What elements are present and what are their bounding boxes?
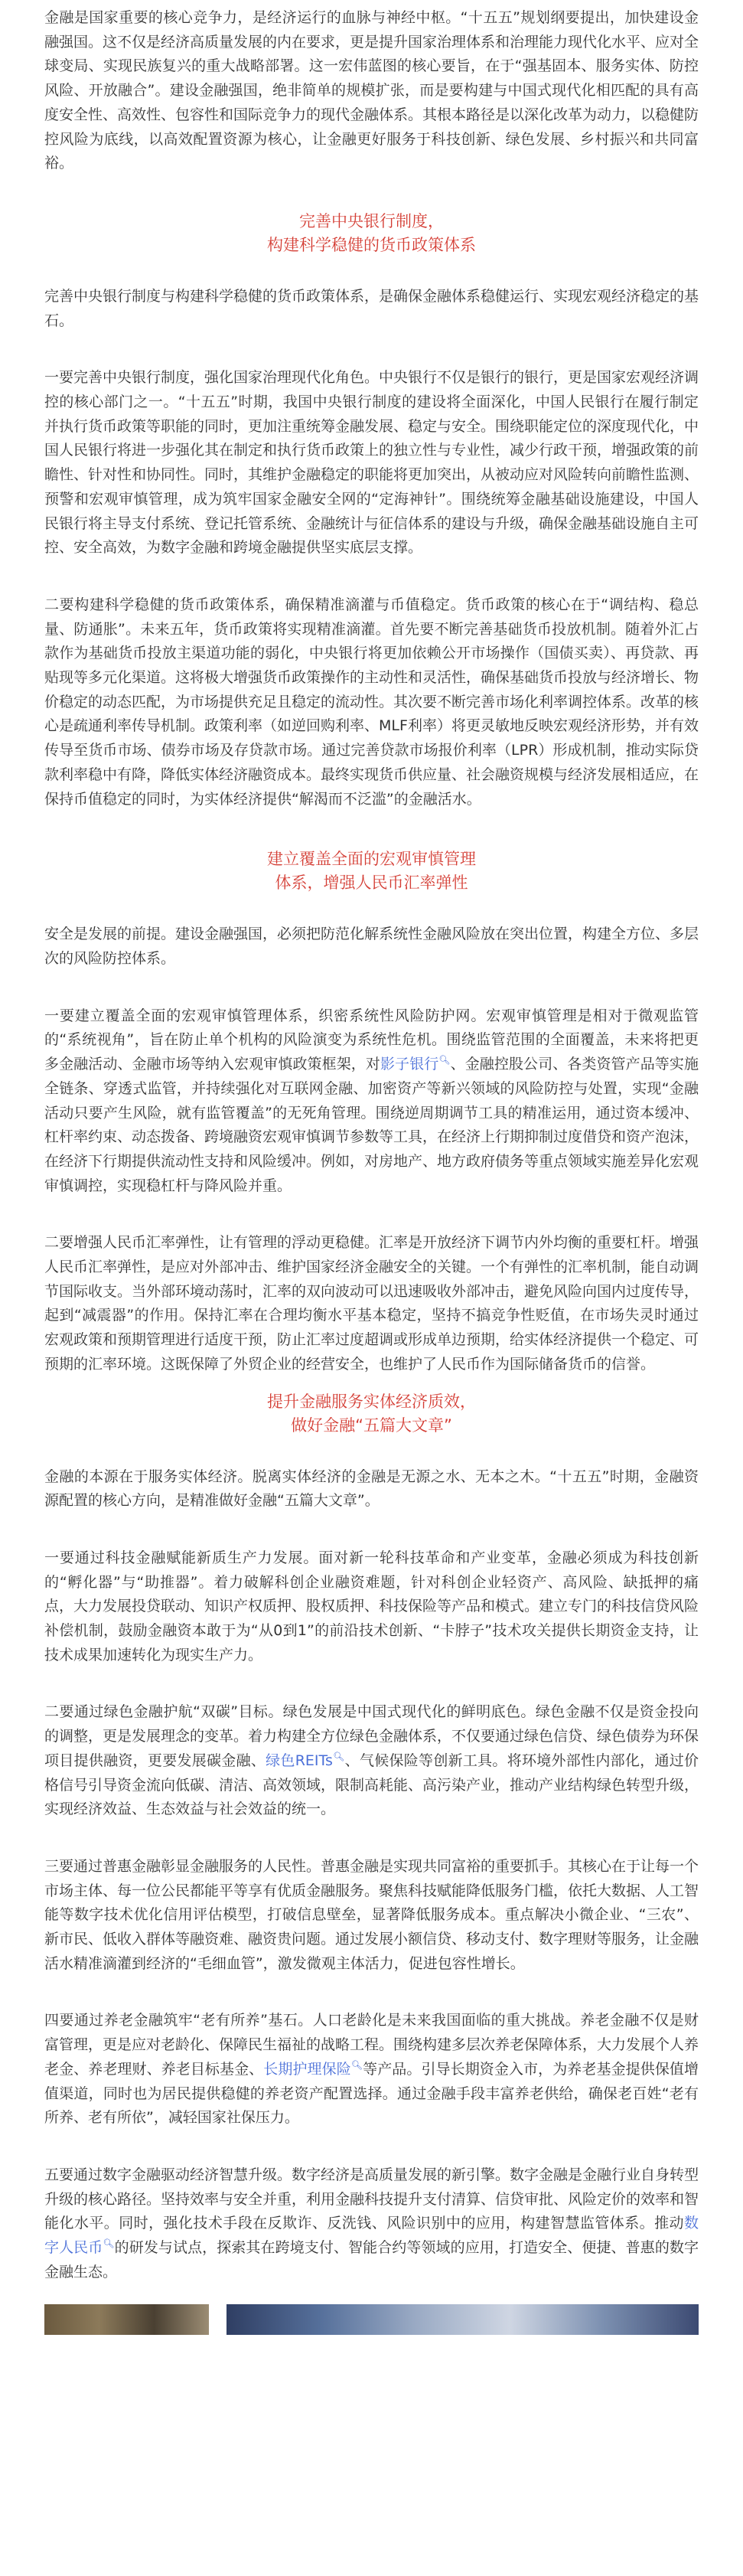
section-title-line: 做好金融“五篇大文章” xyxy=(291,1415,452,1435)
text-run: 四要通过养老金融筑牢“老有所养”基石。人口老龄化是未来我国面临的重大挑战。养老金融不仅是财富管理，更是应对老龄化、保障民生福祉的战略工程。围绕构建多层次养老保障体系，大力发展个人养老金、养老理财、养老目标基金、 xyxy=(44,2012,699,2078)
section-heading-3 xyxy=(44,1390,699,1438)
section3-point4 xyxy=(44,2009,699,2130)
text-run: 二要通过绿色金融护航“双碳”目标。绿色发展是中国式现代化的鲜明底色。绿色金融不仅是资金投向的调整，更是发展理念的变革。着力构建全方位绿色金融体系，不仅要通过绿色信贷、绿色债券为环保项目提供融资，更要发展碳金融、 xyxy=(44,1703,699,1769)
section3-point2 xyxy=(44,1700,699,1822)
section3-point3: 三要通过普惠金融彰显金融服务的人民性。普惠金融是实现共同富裕的重要抓手。其核心在于让每一个市场主体、每一位公民都能平等享有优质金融服务。聚焦科技赋能降低服务门槛，依托大数据、人工智能等数字技术优化信用评估模型，打破信息壁垒，显著降低服务成本。重点解决小微企业、“三农”、新市民、低收入群体等融资难、融资贵问题。通过发展小额信贷、移动支付、数字理财等服务，让金融活水精准滴灌到经济的“毛细血管”，激发微观主体活力，促进包容性增长。 xyxy=(44,1857,699,1972)
search-tip-icon[interactable]: 🔍︎ xyxy=(103,2238,115,2249)
section-title-line: 体系，增强人民币汇率弹性 xyxy=(275,873,468,893)
search-tip-icon[interactable]: 🔍︎ xyxy=(350,2059,363,2071)
section3-point5 xyxy=(44,2163,699,2285)
section-title-line: 提升金融服务实体经济质效， xyxy=(267,1392,476,1411)
section2-point2: 二要增强人民币汇率弹性，让有管理的浮动更稳健。汇率是开放经济下调节内外均衡的重要杠杆。增强人民币汇率弹性，是应对外部冲击、维护国家经济金融安全的关键。一个有弹性的汇率机制，能自动调节国际收支。当外部环境动荡时，汇率的双向波动可以迅速吸收外部冲击，避免风险向国内过度传导，起到“减震器”的作用。保持汇率在合理均衡水平基本稳定，坚持不搞竞争性贬值，在市场失灵时通过宏观政策和预期管理进行适度干预，防止汇率过度超调或形成单边预期，给实体经济提供一个稳定、可预期的汇率环境。这既保障了外贸企业的经营安全，也维护了人民币作为国际储备货币的信誉。 xyxy=(44,1234,699,1373)
section1-point1: 一要完善中央银行制度，强化国家治理现代化角色。中央银行不仅是银行的银行，更是国家宏观经济调控的核心部门之一。“十五五”时期，我国中央银行制度的建设将全面深化，中国人民银行在履行制定并执行货币政策等职能的同时，更加注重统筹金融发展、稳定与安全。围绕职能定位的深度现代化，中国人民银行将进一步强化其在制定和执行货币政策上的独立性与专业性，减少行政干预，增强政策的前瞻性、针对性和协同性。同时，其维护金融稳定的职能将更加突出，从被动应对风险转向前瞻性监测、预警和宏观审慎管理，成为筑牢国家金融安全网的“定海神针”。围绕统筹金融基础设施建设，中国人民银行将主导支付系统、登记托管系统、金融统计与征信体系的建设与升级，确保金融基础设施自主可控、安全高效，为数字金融和跨境金融提供坚实底层支撑。 xyxy=(44,369,699,557)
green-reits-link[interactable]: 绿色REITs xyxy=(266,1752,333,1769)
section1-point2: 二要构建科学稳健的货币政策体系，确保精准滴灌与币值稳定。货币政策的核心在于“调结构、稳总量、防通胀”。未来五年，货币政策将实现精准滴灌。首先要不断完善基础货币投放机制。随着外汇占款作为基础货币投放主渠道功能的弱化，中央银行将更加依赖公开市场操作（国债买卖）、再贷款、再贴现等多元化渠道。这将极大增强货币政策操作的主动性和灵活性，确保基础货币投放与经济增长、物价稳定的动态匹配，为市场提供充足且稳定的流动性。其次要不断完善市场化利率调控体系。改革的核心是疏通利率传导机制。政策利率（如逆回购利率、MLF利率）将更灵敏地反映宏观经济形势，并有效传导至货币市场、债券市场及存贷款市场。通过完善贷款市场报价利率（LPR）形成机制，推动实际贷款利率稳中有降，降低实体经济融资成本。最终实现货币供应量、社会融资规模与经济发展相适应，在保持币值稳定的同时，为实体经济提供“解渴而不泛滥”的金融活水。 xyxy=(44,596,699,808)
section-heading-1 xyxy=(44,210,699,257)
section3-point1: 一要通过科技金融赋能新质生产力发展。面对新一轮科技革命和产业变革，金融必须成为科技创新的“孵化器”与“助推器”。着力破解科创企业融资难题，针对科创企业轻资产、高风险、缺抵押的痛点，大力发展投贷联动、知识产权质押、股权质押、科技保险等产品和模式。建立专门的科技信贷风险补偿机制，鼓励金融资本敢于为“从0到1”的前沿技术创新、“卡脖子”技术攻关提供长期资金支持，让技术成果加速转化为现实生产力。 xyxy=(44,1549,699,1663)
text-run: 等产品。引导长期资金入市，为养老基金提供保值增值渠道，同时也为居民提供稳健的养老资产配置选择。通过金融手段丰富养老供给，确保老百姓“老有所养、老有所依”，减轻国家社保压力。 xyxy=(44,2060,699,2127)
search-tip-icon[interactable]: 🔍︎ xyxy=(438,1054,451,1066)
section-title-line: 完善中央银行制度， xyxy=(299,211,444,230)
section1-lead: 完善中央银行制度与构建科学稳健的货币政策体系，是确保金融体系稳健运行、实现宏观经济稳定的基石。 xyxy=(44,287,699,329)
digital-rmb-link[interactable]: 数字人民币 xyxy=(44,2215,699,2257)
intro-paragraph: 金融是国家重要的核心竞争力，是经济运行的血脉与神经中枢。“十五五”规划纲要提出，加快建设金融强国。这不仅是经济高质量发展的内在要求，更是提升国家治理体系和治理能力现代化水平、应对全球变局、实现民族复兴的重大战略部署。这一宏伟蓝图的核心要旨，在于“强基固本、服务实体、防控风险、开放融合”。建设金融强国，绝非简单的规模扩张，而是要构建与中国式现代化相匹配的具有高度安全性、高效性、包容性和国际竞争力的现代金融体系。其根本路径是以深化改革为动力，以稳健防控风险为底线，以高效配置资源为核心，让金融更好服务于科技创新、绿色发展、乡村振兴和共同富裕。 xyxy=(44,9,699,172)
article-photo-right xyxy=(226,2304,699,2335)
article-photo-left xyxy=(44,2304,209,2335)
text-run: 一要建立覆盖全面的宏观审慎管理体系，织密系统性风险防护网。宏观审慎管理是相对于微观监管的“系统视角”，旨在防止单个机构的风险演变为系统性危机。围绕监管范围的全面覆盖，未来将把更多金融活动、金融市场等纳入宏观审慎政策框架，对 xyxy=(44,1007,699,1073)
text-run: 的研发与试点，探索其在跨境支付、智能合约等领域的应用，打造安全、便捷、普惠的数字金融生态。 xyxy=(44,2239,699,2281)
section2-lead: 安全是发展的前提。建设金融强国，必须把防范化解系统性金融风险放在突出位置，构建全方位、多层次的风险防控体系。 xyxy=(44,926,699,967)
search-tip-icon[interactable]: 🔍︎ xyxy=(332,1751,345,1762)
section-heading-2 xyxy=(44,847,699,895)
section-title-line: 构建科学稳健的货币政策体系 xyxy=(267,235,476,254)
section3-lead: 金融的本源在于服务实体经济。脱离实体经济的金融是无源之水、无本之木。“十五五”时期，金融资源配置的核心方向，是精准做好金融“五篇大文章”。 xyxy=(44,1468,699,1510)
section-title-line: 建立覆盖全面的宏观审慎管理 xyxy=(267,850,476,869)
ltc-insurance-link[interactable]: 长期护理保险 xyxy=(263,2060,351,2078)
text-run: 、气候保险等创新工具。将环境外部性内部化，通过价格信号引导资金流向低碳、清洁、高效领域，限制高耗能、高污染产业，推动产业结构绿色转型升级，实现经济效益、生态效益与社会效益的统一。 xyxy=(44,1752,699,1818)
text-run: 、金融控股公司、各类资管产品等实施全链条、穿透式监管，并持续强化对互联网金融、加密资产等新兴领域的风险防控与处置，实现“金融活动只要产生风险，就有监管覆盖”的无死角管理。围绕逆周期调节工具的精准运用，通过资本缓冲、杠杆率约束、动态拨备、跨境融资宏观审慎调节参数等工具，在经济上行期抑制过度借贷和资产泡沫，在经济下行期提供流动性支持和风险缓冲。例如，对房地产、地方政府债务等重点领域实施差异化宏观审慎调控，实现稳杠杆与降风险并重。 xyxy=(44,1056,699,1194)
image-strip xyxy=(44,2304,699,2335)
shadow-banking-link[interactable]: 影子银行 xyxy=(380,1056,439,1073)
text-run: 五要通过数字金融驱动经济智慧升级。数字经济是高质量发展的新引擎。数字金融是金融行业自身转型升级的核心路径。坚持效率与安全并重，利用金融科技提升支付清算、信贷审批、风险定价的效率和智能化水平。同时，强化技术手段在反欺诈、反洗钱、风险识别中的应用，构建智慧监管体系。推动 xyxy=(44,2166,699,2232)
section2-point1 xyxy=(44,1004,699,1199)
